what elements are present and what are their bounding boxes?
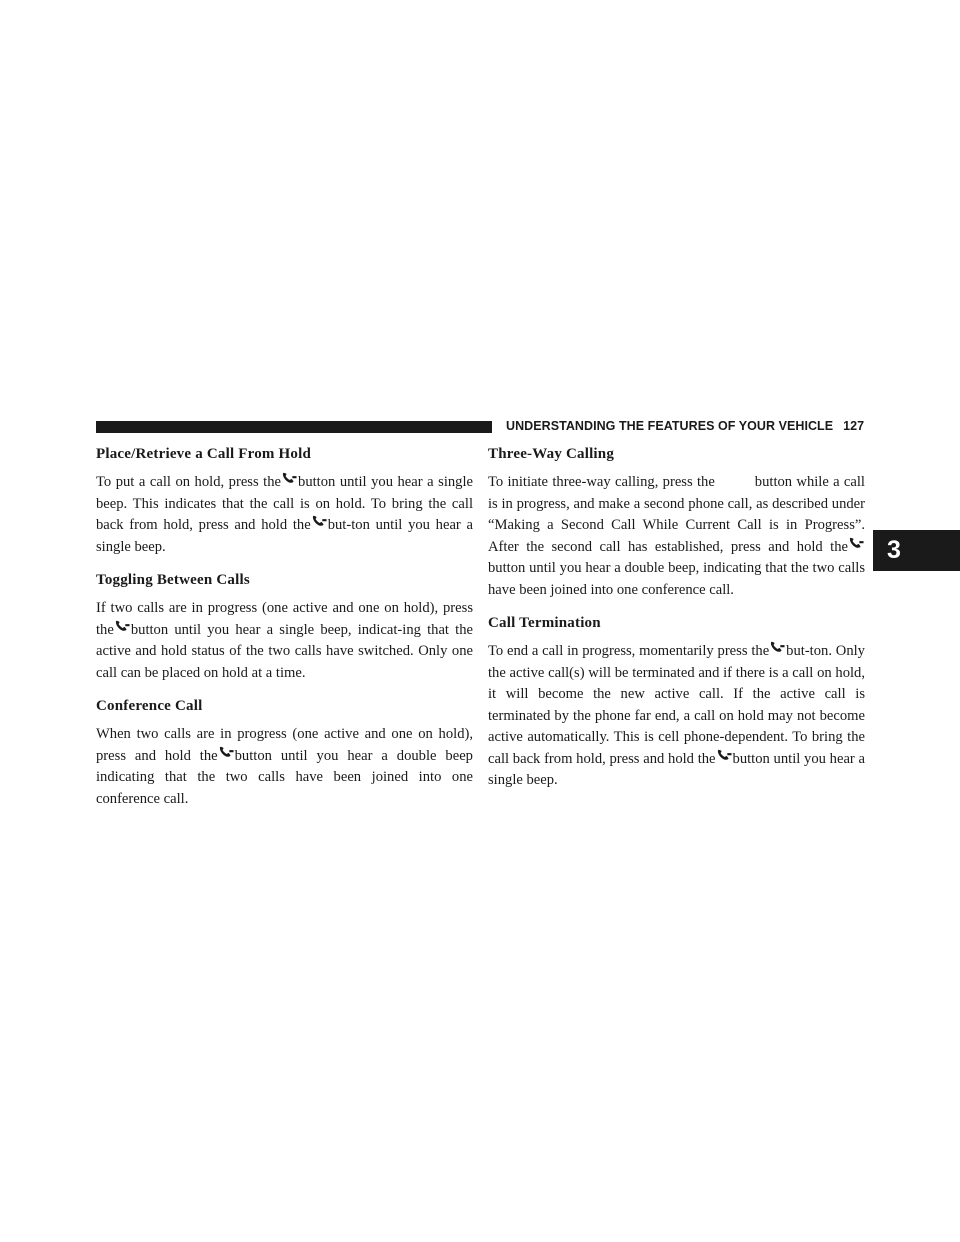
section-body: When two calls are in progress (one active and one on hold), press and hold the button until you hear a double beep indicating that the two calls have been joined into one conference call. <box>96 726 473 807</box>
phone-icon <box>770 641 785 653</box>
section-heading: Place/Retrieve a Call From Hold <box>96 446 312 462</box>
chapter-tab: 3 <box>873 530 960 571</box>
page-number: 127 <box>843 419 865 433</box>
running-header <box>506 419 864 433</box>
section-heading: Conference Call <box>96 698 203 714</box>
right-column <box>488 444 865 804</box>
phone-icon <box>312 515 327 527</box>
phone-icon <box>282 472 297 484</box>
section-body: To end a call in progress, momentarily press the but-ton. Only the active call(s) will be terminated and if there is a call on hold, it will become the new active call. If the active call is terminated by the phone far end, a call on hold may not become active automatically. This is cell phone-dependent. To bring the call back from hold, press and hold the button until you hear a single beep. <box>488 643 865 788</box>
section-heading: Three-Way Calling <box>488 446 615 462</box>
section-place-retrieve-hold <box>96 444 473 558</box>
phone-icon <box>717 749 732 761</box>
section-body: If two calls are in progress (one active and one on hold), press the button until you hear a single beep, indicat-ing that the active and hold status of the two calls have switched. Only one call can be placed on hold at a time. <box>96 600 473 681</box>
phone-icon <box>115 620 130 632</box>
header-title: UNDERSTANDING THE FEATURES OF YOUR VEHICLE <box>506 419 834 433</box>
section-toggling-calls <box>96 570 473 684</box>
section-heading: Call Termination <box>488 615 601 631</box>
section-body: To initiate three-way calling, press the button while a call is in progress, and make a second phone call, as described under “Making a Second Call While Current Call is in Progress”. After the second call has established, press and hold thebutton until you hear a double beep, indicating that the two calls have been joined into one conference call. <box>488 474 865 598</box>
left-column <box>96 444 473 822</box>
section-conference-call <box>96 696 473 810</box>
section-call-termination <box>488 613 865 792</box>
header-rule <box>96 421 492 433</box>
section-body: To put a call on hold, press the button until you hear a single beep. This indicates that the call is on hold. To bring the call back from hold, press and hold the but-ton until you hear a single beep. <box>96 474 473 555</box>
phone-icon <box>849 537 864 549</box>
section-three-way-calling <box>488 444 865 601</box>
phone-icon <box>219 746 234 758</box>
section-heading: Toggling Between Calls <box>96 572 250 588</box>
